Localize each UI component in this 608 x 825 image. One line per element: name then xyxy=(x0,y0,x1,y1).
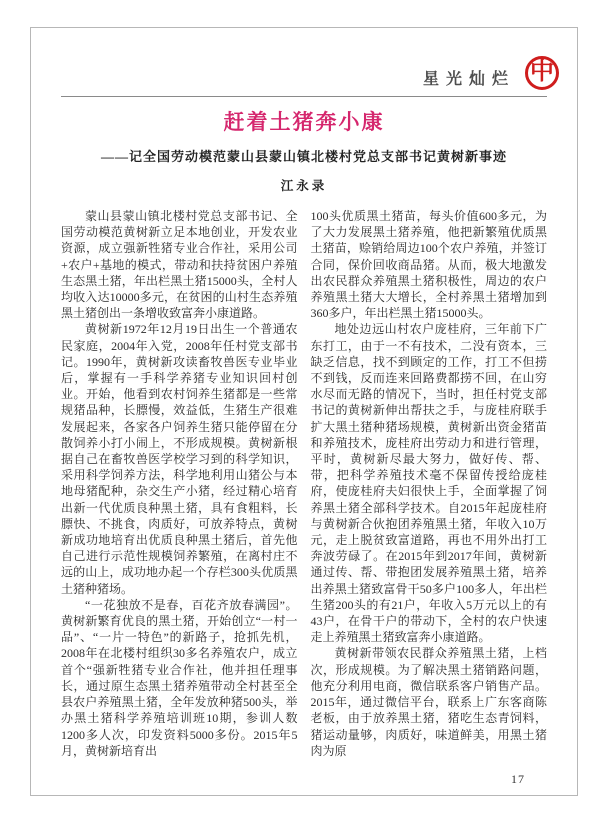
paragraph-pang-guifu: 地处边远山村农户庞桂府，三年前下广东打工，由于一不有技术，二没有资本，三缺乏信息，找不到顾定的工作，打工不但捞不到钱，反而连来回路费都捞不回，在山穷水尽而无路的情况下，当时，担任村党支部书记的黄树新伸出帮扶之手，与庞桂府联手扩大黑土猪种猪场规模，黄树新出资金猪苗和养殖技术，庞桂府出劳动力和进行管理，平时，黄树新尽最大努力，做好传、帮、带，把科学养殖技术毫不保留传授给庞桂府，使庞桂府夫妇很快上手，全面掌握了饲养黑土猪全部科学技术。自2015年起庞桂府与黄树新合伙抱团养殖黑土猪，年收入10万元，走上脱贫致富道路，再也不用外出打工奔波劳碌了。在2015年到2017年间，黄树新通过传、帮、带抱团发展养殖黑土猪，培养出养黑土猪致富骨干50多户100多人，年出栏生猪200头的有21户，年收入5万元以上的有43户，在骨干户的带动下，全村的农户快速走上养殖黑土猪致富奔小康道路。 xyxy=(310,322,547,645)
paragraph-continuation: 100头优质黑土猪苗，每头价值600多元，为了大力发展黑土猪养殖，他把新繁殖优质黑土猪苗，赊销给周边100个农户养殖，并签订合同，保价回收商品猪。从而，极大地激发出农民群众养殖黑土猪积极性，周边的农户养殖黑土猪大大增长，全村养黑土猪增加到360多户，年出栏黑土猪15000头。 xyxy=(310,209,547,321)
paragraph-biography: 黄树新1972年12月19日出生一个普通农民家庭，2004年入党，2008年任村党支部书记。1990年，黄树新攻读畜牧兽医专业毕业后，掌握有一手科学养猪专业知识回村创业。开始，他看到农村饲养生猪都是一些常规猪品种，长膘慢，效益低，生猪生产很难发展起来，各家各户饲养生猪只能停留在分散饲养小打小闹上，不形成规模。黄树新根据自己在畜牧兽医学校学习到的科学知识，采用科学饲养方法，科学地利用山猪公与本地母猪配种，杂交生产小猪，经过精心培育出新一代优质良种黑土猪，具有食粗料，长膘快、不挑食，肉质好，可放养特点，黄树新成功地培育出优质良种黑土猪后，首先他自己进行示范性规模饲养繁殖，在离村庄不远的山上，成功地办起一个存栏300头优质黑土猪种猪场。 xyxy=(61,322,298,596)
article-subtitle: ——记全国劳动模范蒙山县蒙山镇北楼村党总支部书记黄树新事迹 xyxy=(100,149,507,164)
trade-union-logo-icon xyxy=(525,56,559,90)
paragraph-intro: 蒙山县蒙山镇北楼村党总支部书记、全国劳动模范黄树新立足本地创业，开发农业资源，成立强新牲猪专业合作社，采用公司+农户+基地的模式，带动和扶持贫困户养殖生态黑土猪，年出栏黑土猪15000头，全村人均收入达10000多元，在贫困的山村生态养殖黑土猪创出一条增收致富奔小康道路。 xyxy=(61,209,298,321)
left-column xyxy=(61,208,298,759)
paragraph-cooperative: “一花独放不是春，百花齐放春满园”。黄树新繁育优良的黑土猪，开始创立“一村一品”、“一片一特色”的新路子，抢抓先机，2008年在北楼村组织30多名养殖农户，成立首个“强新牲猪专业合作社，他并担任理事长，通过原生态黑土猪养殖带动全村甚至全县农户养殖黑土猪，全年发放种猪500头，举办黑土猪科学养殖培训班10期，参训人数1200多人次，印发资料5000多份。2015年5月，黄树新培育出 xyxy=(61,597,298,758)
logo-glyph: 中 xyxy=(530,58,554,85)
article-author: 江永录 xyxy=(280,179,328,193)
article-body xyxy=(61,208,547,759)
header-divider xyxy=(61,96,547,97)
page-border-frame xyxy=(30,27,578,796)
brand-name: 星光灿烂 xyxy=(422,71,515,88)
right-column xyxy=(311,208,548,759)
paragraph-ecommerce: 黄树新带领农民群众养殖黑土猪，上档次，形成规模。为了解决黑土猪销路问题，他充分利用电商，微信联系客户销售产品。2015年，通过微信平台，联系上广东客商陈老板，由于放养黑土猪，猪吃生态青饲料，猪运动量够，肉质好，味道鲜美，用黑土猪肉为原 xyxy=(310,646,547,758)
page-number: 17 xyxy=(511,772,525,786)
article-title: 赶着土猪奔小康 xyxy=(223,110,385,134)
